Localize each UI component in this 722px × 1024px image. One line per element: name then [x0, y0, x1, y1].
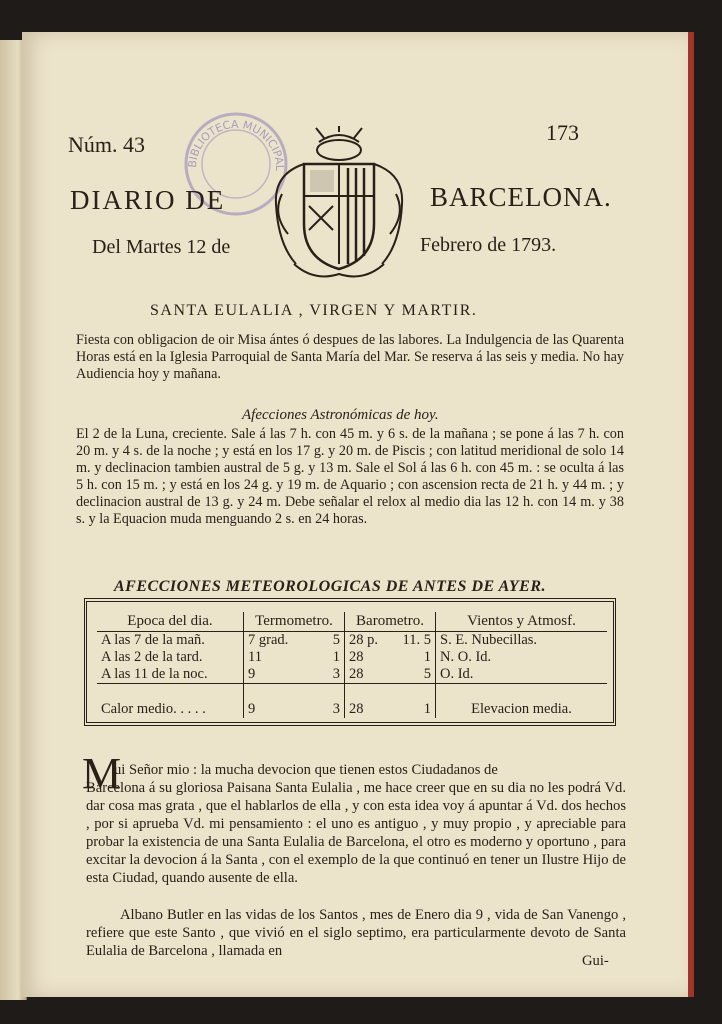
baro-cell: 28 p.: [349, 632, 378, 648]
baro-cell: 28: [349, 701, 364, 717]
date-prefix: Del Martes 12 de: [92, 236, 231, 258]
astronomical-heading: Afecciones Astronómicas de hoy.: [242, 407, 439, 423]
baro-fraction-cell: 11. 5: [402, 632, 431, 648]
meteorological-table: [84, 598, 616, 726]
date-month-year: Febrero de 1793.: [420, 234, 557, 256]
column-header: Termometro.: [244, 612, 345, 632]
term-fraction-cell: 1: [332, 649, 340, 665]
baro-cell: 28: [349, 666, 364, 682]
letter-second-paragraph: Albano Butler en las vidas de los Santos , mes de Enero dia 9 , vida de San Vanengo , refiere que este Santo , que vivió en el siglo septimo, era particularmente devoto de Santa Eulalia de Barcelona , llamada en: [86, 907, 626, 959]
baro-cell: 28: [349, 649, 364, 665]
fiesta-paragraph: Fiesta con obligacion de oir Misa ántes ó despues de las labores. La Indulgencia de las Quarenta Horas está en la Iglesia Parroquial de Santa María del Mar. Se reserva á las seis y media. No hay Audiencia hoy y mañana.: [76, 332, 625, 382]
term-cell: 9: [248, 666, 256, 682]
column-header: Vientos y Atmosf.: [436, 612, 608, 632]
term-fraction-cell: 3: [332, 701, 340, 717]
term-cell: 11: [248, 649, 262, 665]
catchword: Gui-: [582, 953, 609, 969]
baro-fraction-cell: 5: [423, 666, 431, 682]
viento-cell: Elevacion media.: [436, 701, 608, 718]
stamp-text: BIBLIOTECA MUNICIPAL: [185, 117, 287, 171]
meteorological-heading: AFECCIONES METEOROLOGICAS DE ANTES DE AYER.: [114, 578, 546, 595]
epoca-cell: A las 7 de la mañ.: [101, 632, 205, 648]
saint-of-day-heading: SANTA EULALIA , VIRGEN Y MARTIR.: [150, 302, 478, 319]
newspaper-page: [22, 32, 694, 997]
letter-body: Barcelona á su gloriosa Paisana Santa Eulalia , me hace creer que en su dia no les podrá Vd. dar cosa mas grata , que el hablarlos de ella , y con esta idea voy á apuntar á Vd. dos hechos , por si aprueba Vd. mi pensamiento : el uno es antiguo , y muy propio , y apreciable para probar la existencia de una Santa Eulalia de Barcelona, el otro es moderno y oportuno , para excitar la devocion á la Santa , con el exemplo de la que continuó en tener un Ilustre Hijo de esta Ciudad, quando ausente de ella.: [86, 780, 626, 886]
table-summary-row: [97, 701, 607, 718]
summary-label: Calor medio. . . . .: [101, 701, 206, 717]
astronomical-paragraph: El 2 de la Luna, creciente. Sale á las 7 h. con 45 m. y 6 s. de la mañana ; se pone á las 7 h. con 20 m. y 4 s. de la noche ; y está en los 17 g. y 20 m. de Piscis ; con latitud meridional de solo 14 m. y declinacion tambien austral de 5 g. y 13 m. Sale el Sol á las 6 h. con 45 m. : se oculta á las 5 h. con 15 m. ; y está en los 24 g. y 19 m. de Aquario ; con ascension recta de 21 h. y 44 m. ; y declinacion austral de 13 g. y 24 m. Debe señalar el relox al medio dia las 12 h. con 14 m. y 38 s. y la Equacion muda menguando 2 s. en 24 horas.: [76, 426, 624, 527]
table-row: [97, 666, 607, 684]
epoca-cell: A las 11 de la noc.: [101, 666, 208, 682]
table-header-row: [97, 612, 607, 632]
table-row: [97, 649, 607, 666]
letter-first-line: ui Señor mio : la mucha devocion que tienen estos Ciudadanos de: [114, 762, 498, 778]
page-number: 173: [546, 120, 579, 145]
epoca-cell: A las 2 de la tard.: [101, 649, 203, 665]
viento-cell: N. O. Id.: [436, 649, 608, 666]
term-cell: 9: [248, 701, 256, 717]
table-spacer: [97, 684, 607, 702]
column-header: Barometro.: [345, 612, 436, 632]
barcelona-coat-of-arms-icon: [264, 124, 414, 284]
baro-fraction-cell: 1: [423, 701, 431, 717]
table-row: [97, 632, 607, 650]
term-fraction-cell: 5: [332, 632, 340, 648]
baro-fraction-cell: 1: [423, 649, 431, 665]
viento-cell: S. E. Nubecillas.: [436, 632, 608, 650]
term-cell: 7 grad.: [248, 632, 289, 648]
column-header: Epoca del dia.: [97, 612, 244, 632]
viento-cell: O. Id.: [436, 666, 608, 684]
masthead-title-left: DIARIO DE: [70, 185, 226, 215]
drop-cap: M: [82, 749, 122, 798]
masthead-title-right: BARCELONA.: [430, 182, 612, 212]
issue-number: Núm. 43: [68, 132, 145, 157]
term-fraction-cell: 3: [332, 666, 340, 682]
